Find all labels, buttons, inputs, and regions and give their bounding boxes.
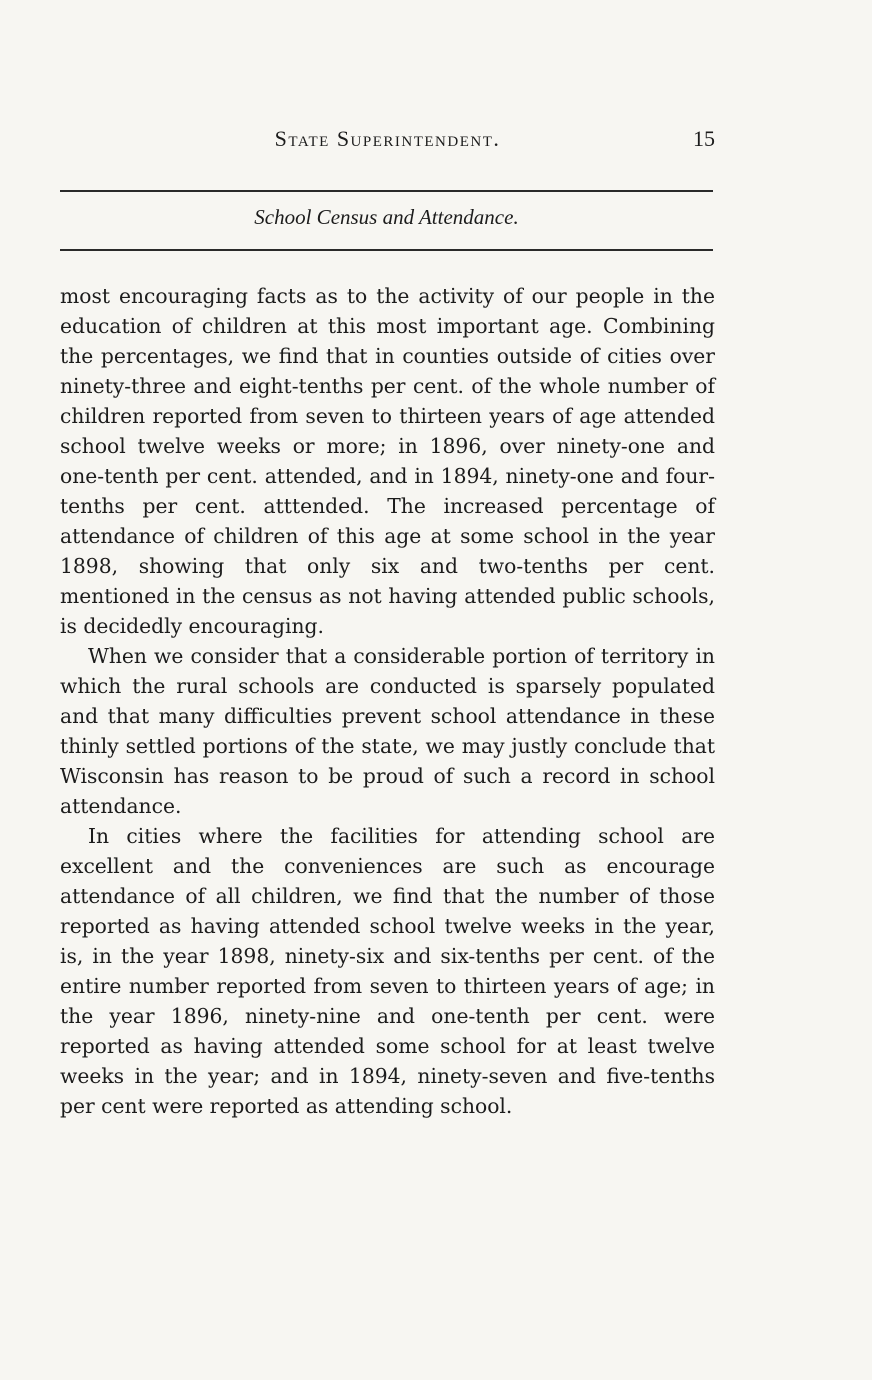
paragraph: In cities where the facilities for attending school are excellent and the conveniences are such as encourage attendance of all children, we find that the number of those reported as having attended school twelve weeks in the year, is, in the year 1898, ninety-six and six-tenths per cent. of the entire number reported from seven to thirteen years of age; in the year 1896, ninety-nine and one-tenth per cent. were reported as having attended some school for at least twelve weeks in the year; and in 1894, ninety-seven and five-tenths per cent were reported as attending school. (60, 824, 715, 1118)
section-title: School Census and Attendance. (254, 205, 519, 229)
running-title: State Superintendent. (274, 126, 501, 151)
running-head (60, 126, 715, 152)
header-rule-bottom (60, 249, 713, 251)
header-rule-top (60, 190, 713, 192)
paragraph-continued: most encouraging facts as to the activity of our people in the education of children at this most important age. Combining the percentages, we find that in counties outside of cities over ninety-three and eight-tenths per cent. of the whole number of children reported from seven to thirteen years of age attended school twelve weeks or more; in 1896, over ninety-one and one-tenth per cent. attended, and in 1894, ninety-one and four-tenths per cent. atttended. The increased percentage of attendance of children of this age at some school in the year 1898, showing that only six and two-tenths per cent. mentioned in the census as not having attended public schools, is decidedly encouraging. (60, 284, 715, 638)
body-text (60, 281, 715, 1121)
paragraph: When we consider that a considerable portion of territory in which the rural schools are conducted is sparsely populated and that many difficulties prevent school attendance in these thinly settled portions of the state, we may justly conclude that Wisconsin has reason to be proud of such a record in school attendance. (60, 644, 715, 818)
page-number: 15 (693, 126, 715, 151)
